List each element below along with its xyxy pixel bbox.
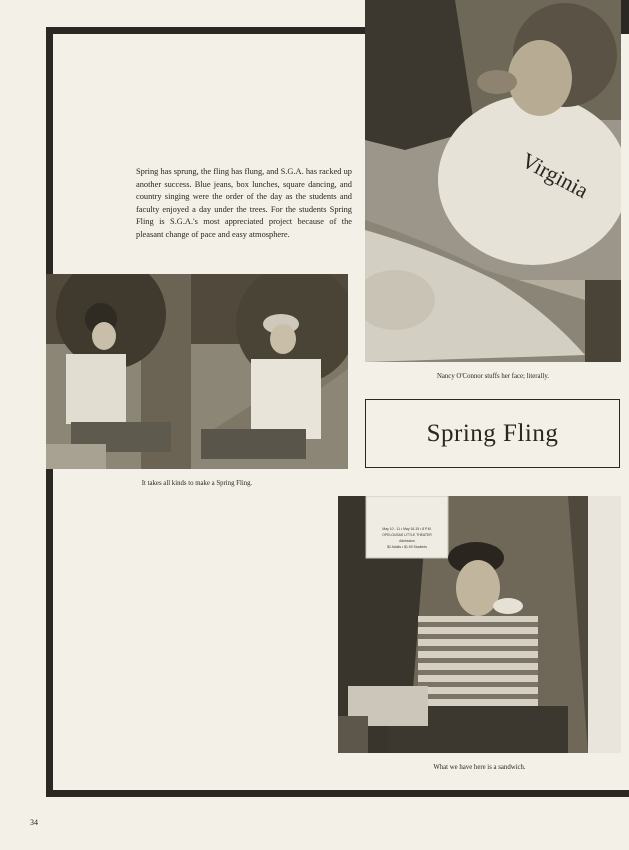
poster-line-1: May 10 - 11 • May 16-19 • 8 P.M.	[382, 527, 432, 531]
photo-eating-student	[365, 0, 621, 362]
intro-paragraph: Spring has sprung, the fling has flung, and S.G.A. has racked up another success. Blue jeans, box lunches, square dancing, and country singing were the order of the day as the students and faculty enjoyed a day under the trees. For the students Spring Fling is S.G.A.'s most appreciated project because of the pleasant change of pace and easy atmosphere.	[136, 167, 352, 239]
caption-bottom-right: What we have here is a sandwich.	[433, 764, 526, 771]
photo-sandwich-student	[338, 496, 621, 753]
photo-two-students-tree	[46, 274, 348, 469]
page-number: 34	[30, 818, 38, 827]
shirt-text: Virginia	[517, 147, 593, 204]
poster-line-4: $2 Adults • $1.50 Students	[387, 545, 427, 549]
poster-line-3: Admission	[399, 539, 415, 543]
caption-middle-left: It takes all kinds to make a Spring Fling.	[141, 480, 253, 487]
poster-line-2: OPELOUSAS LITTLE THEATER	[382, 533, 432, 537]
page-title: Spring Fling	[426, 419, 559, 447]
caption-top-right: Nancy O'Connor stuffs her face; literally.	[436, 373, 549, 380]
page-frame-bottom	[46, 790, 629, 797]
title-box	[365, 399, 620, 468]
page-frame-right	[621, 0, 629, 34]
page-frame-top	[46, 27, 366, 34]
